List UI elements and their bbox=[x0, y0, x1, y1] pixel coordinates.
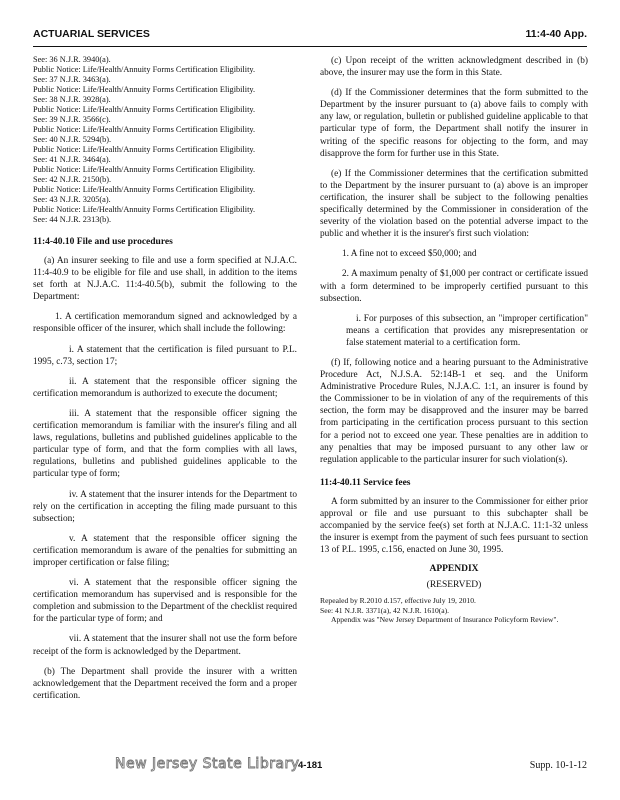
subparagraph-v: v. A statement that the responsible officer signing the certification memorandum is aware of the penalties for submitting an improper certification or false filing; bbox=[33, 533, 297, 568]
appendix-title: APPENDIX bbox=[429, 564, 479, 575]
subparagraph-vii: vii. A statement that the insurer shall not use the form before receipt of the form is acknowledged by the Department. bbox=[33, 634, 297, 657]
header-chapter-title: ACTUARIAL SERVICES bbox=[33, 28, 150, 40]
citation-line: See: 37 N.J.R. 3463(a). bbox=[33, 75, 111, 84]
subparagraph-iii: iii. A statement that the responsible officer signing the certification memorandum is familiar with the insurer's filing and all laws, regulations, bulletins and published guidelines applicable to the particular type of form, and that the form complies with all laws, regulations, bulletins and published guidelines applicable to the particular type of form; bbox=[33, 408, 297, 480]
citation-line: Public Notice: Life/Health/Annuity Forms Certification Eligibility. bbox=[33, 185, 256, 194]
header-rule bbox=[33, 46, 587, 47]
citation-line: Public Notice: Life/Health/Annuity Forms Certification Eligibility. bbox=[33, 165, 256, 174]
page-footer bbox=[33, 756, 587, 780]
paragraph-a: (a) An insurer seeking to file and use a form specified at N.J.A.C. 11:4-40.9 to be eligible for file and use shall, in addition to the items set forth at N.J.A.C. 11:4-40.5(b), submit the following to the Department: bbox=[33, 256, 297, 303]
paragraph-b: (b) The Department shall provide the insurer with a written acknowledgement that the Department received the form and a proper certification. bbox=[33, 666, 297, 701]
repeal-note: Repealed by R.2010 d.157, effective July 19, 2010. bbox=[320, 596, 476, 606]
page-number: 4-181 bbox=[298, 760, 323, 771]
appendix-note: Appendix was "New Jersey Department of Insurance Policyform Review". bbox=[331, 615, 559, 625]
paragraph-f: (f) If, following notice and a hearing pursuant to the Administrative Procedure Act, N.J.S.A. 52:14B-1 et seq. and the Uniform Administrative Procedure Rules, N.J.A.C. 1:1, an insurer is found by the Commissioner to be in violation of any of the requirements of this section, the form may be disapproved and the insurer may be barred from participating in the certification process pursuant to this section for a period not to exceed one year. These penalties are in addition to any penalties that may be imposed pursuant to any other law or regulation applicable to the particular insurer for such violation(s). bbox=[320, 357, 588, 465]
running-header bbox=[33, 28, 587, 44]
service-fees-paragraph: A form submitted by an insurer to the Commissioner for either prior approval or file and use pursuant to this subchapter shall be accompanied by the service fee(s) set forth at N.J.A.C. 11:1-32 unless the insurer is exempt from the payment of such fees pursuant to section 13 of P.L. 1995, c.156, enacted on June 30, 1995. bbox=[320, 496, 588, 556]
citation-line: Public Notice: Life/Health/Annuity Forms Certification Eligibility. bbox=[33, 145, 256, 154]
subparagraph-vi: vi. A statement that the responsible officer signing the certification memorandum has supervised and is responsible for the completion and submission to the Department of the checklist required for the particular type of form; and bbox=[33, 578, 297, 625]
citation-line: See: 42 N.J.R. 2150(b). bbox=[33, 175, 112, 184]
citation-line: See: 36 N.J.R. 3940(a). bbox=[33, 55, 111, 64]
paragraph-e-1: 1. A fine not to exceed $50,000; and bbox=[342, 249, 477, 260]
citation-line: See: 44 N.J.R. 2313(b). bbox=[33, 215, 112, 224]
right-column bbox=[320, 55, 588, 625]
section-heading-service-fees: 11:4-40.11 Service fees bbox=[320, 477, 411, 488]
section-heading-file-and-use: 11:4-40.10 File and use procedures bbox=[33, 237, 173, 247]
library-stamp: New Jersey State Library bbox=[115, 756, 300, 772]
citation-line: See: 41 N.J.R. 3464(a). bbox=[33, 155, 111, 164]
paragraph-d: (d) If the Commissioner determines that the form submitted to the Department by the insurer pursuant to (a) above fails to comply with any law, or regulation, bulletin or published guideline applicable to that particular type of form, the Department shall notify the insurer in writing of the specific reasons for objecting to the form, and may disapprove the form for further use in this State. bbox=[320, 88, 588, 159]
subparagraph-iv: iv. A statement that the insurer intends for the Department to rely on the certification in accepting the filing made pursuant to this subsection; bbox=[33, 489, 297, 524]
citation-line: See: 38 N.J.R. 3928(a). bbox=[33, 95, 111, 104]
citation-line: Public Notice: Life/Health/Annuity Forms Certification Eligibility. bbox=[33, 125, 256, 134]
repeal-citation: See: 41 N.J.R. 3371(a), 42 N.J.R. 1610(a). bbox=[320, 605, 450, 615]
citation-list bbox=[33, 55, 297, 225]
paragraph-a-1: 1. A certification memorandum signed and acknowledged by a responsible officer of the insurer, which shall include the following: bbox=[33, 312, 297, 335]
paragraph-e: (e) If the Commissioner determines that the certification submitted to the Department by the insurer pursuant to (a) above is an improper certification, the insurer shall be subject to the following penalties specifically determined by the Commissioner in consideration of the severity of the violation based on the potential adverse impact to the public and whether it is the insurer's first such violation: bbox=[320, 168, 588, 240]
citation-line: See: 39 N.J.R. 3566(c). bbox=[33, 115, 111, 124]
paragraph-c: (c) Upon receipt of the written acknowledgment described in (b) above, the insurer may use the form in this State. bbox=[320, 56, 588, 79]
paragraph-e-2: 2. A maximum penalty of $1,000 per contract or certificate issued with a form determined to be improperly certified pursuant to this subsection. bbox=[320, 269, 588, 304]
subparagraph-ii: ii. A statement that the responsible officer signing the certification memorandum is authorized to execute the document; bbox=[33, 376, 297, 399]
citation-line: See: 43 N.J.R. 3205(a). bbox=[33, 195, 111, 204]
citation-line: Public Notice: Life/Health/Annuity Forms Certification Eligibility. bbox=[33, 105, 256, 114]
left-column bbox=[33, 55, 297, 710]
subparagraph-e-2-i: i. For purposes of this subsection, an "improper certification" means a certification that provides any misrepresentation or false statement material to a certification form. bbox=[346, 313, 588, 348]
citation-line: Public Notice: Life/Health/Annuity Forms Certification Eligibility. bbox=[33, 205, 256, 214]
citation-line: See: 40 N.J.R. 5294(b). bbox=[33, 135, 112, 144]
citation-line: Public Notice: Life/Health/Annuity Forms Certification Eligibility. bbox=[33, 65, 256, 74]
header-section-ref: 11:4-40 App. bbox=[525, 28, 587, 40]
citation-line: Public Notice: Life/Health/Annuity Forms Certification Eligibility. bbox=[33, 85, 256, 94]
subparagraph-i: i. A statement that the certification is filed pursuant to P.L. 1995, c.73, section 17; bbox=[33, 344, 297, 367]
supplement-date: Supp. 10-1-12 bbox=[529, 760, 587, 771]
appendix-status: (RESERVED) bbox=[426, 580, 482, 591]
